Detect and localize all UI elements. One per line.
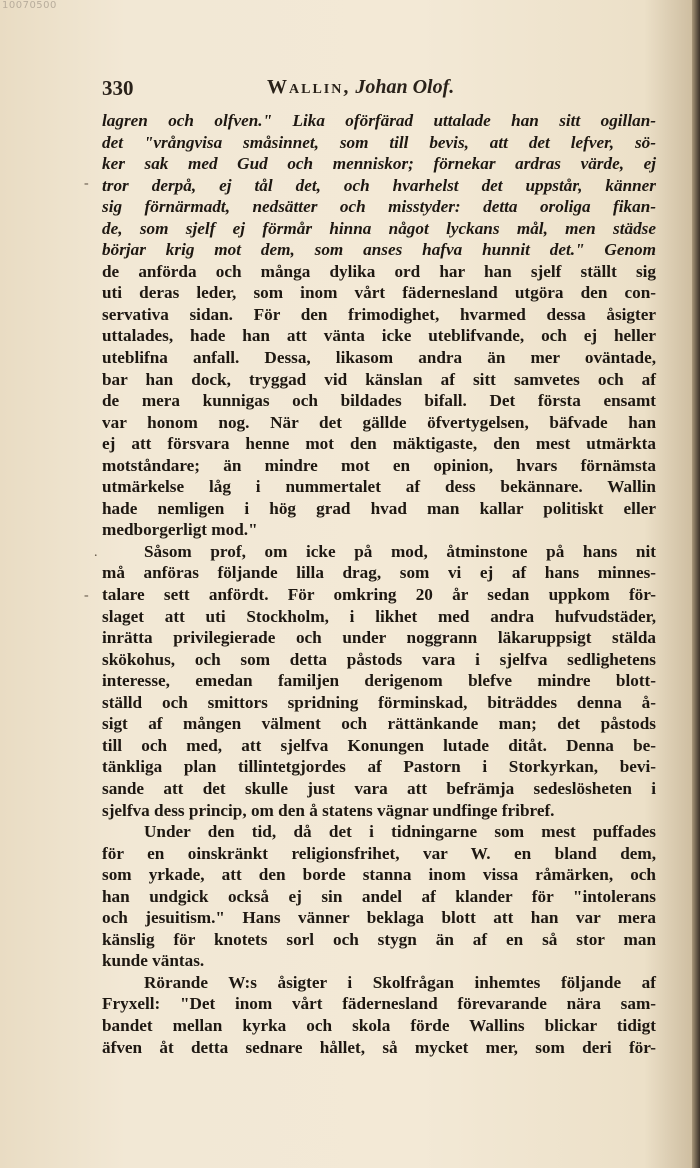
text-line: han undgick också ej sin andel af klander för "intolerans — [102, 886, 656, 906]
text-line: börjar krig mot dem, som anses hafva hunnit det." Genom — [102, 240, 656, 260]
text-line: Fryxell: "Det inom vårt fädernesland förevarande nära sam- — [102, 994, 656, 1014]
text-line: Såsom prof, om icke på mod, åtminstone på hans nit — [144, 541, 656, 561]
text-line: de anförda och många dylika ord har han sjelf ställt sig — [102, 261, 656, 281]
margin-speck: - — [84, 176, 89, 191]
text-line: ej att försvara henne mot den mäktigaste, den mest utmärkta — [102, 434, 656, 454]
scan-identifier: 10070500 — [2, 0, 57, 11]
text-line: inrätta privilegierade och under noggrann läkaruppsigt stälda — [102, 628, 656, 648]
page-number: 330 — [102, 76, 134, 100]
running-head-given-name: Johan Olof. — [355, 76, 455, 98]
text-line: känslig för knotets sorl och stygn än af en så stor man — [102, 929, 656, 949]
text-line: de mera kunnigas och bildades bifall. Det första ensamt — [102, 391, 656, 411]
text-line: och jesuitism." Hans vänner beklaga blott att han var mera — [102, 908, 656, 928]
body-text — [102, 110, 656, 1058]
text-line: må anföras följande lilla drag, som vi ej af hans minnes- — [102, 563, 656, 583]
page-edge-shadow — [692, 0, 700, 1168]
text-line: sigt af mången välment och rättänkande man; det påstods — [102, 714, 656, 734]
text-line: för en oinskränkt religionsfrihet, var W. en bland dem, — [102, 843, 656, 863]
text-line: uttalades, hade han att vänta icke uteblifvande, och ej heller — [102, 326, 656, 346]
text-line: tänkliga plan tillintetgjordes af Pastorn i Storkyrkan, bevi- — [102, 757, 656, 777]
text-line: bandet mellan kyrka och skola förde Wallins blickar tidigt — [102, 1015, 656, 1035]
text-line: talare sett anfördt. För omkring 20 år sedan uppkom för- — [102, 585, 656, 605]
text-line: uteblifna anfall. Dessa, likasom andra än mer oväntade, — [102, 348, 656, 368]
text-line: bar han dock, tryggad vid känslan af sitt samvetes och af — [102, 369, 656, 389]
text-line: som yrkade, att den borde stanna inom vissa råmärken, och — [102, 865, 656, 885]
text-line: slaget att uti Stockholm, i likhet med andra hufvudstäder, — [102, 606, 656, 626]
text-line: ker sak med Gud och menniskor; förnekar ardras värde, ej — [102, 154, 656, 174]
text-line: medborgerligt mod." — [102, 520, 258, 540]
margin-speck: - — [84, 588, 89, 603]
text-line: sig förnärmadt, nedsätter och misstyder: detta oroliga fikan- — [102, 197, 656, 217]
text-line: kunde väntas. — [102, 951, 205, 971]
text-line: till och med, att sjelfva Konungen lutade ditåt. Denna be- — [102, 735, 656, 755]
text-line: Rörande W:s åsigter i Skolfrågan inhemtes följande af — [144, 972, 656, 992]
text-line: tror derpå, ej tål det, och hvarhelst det uppstår, känner — [102, 175, 656, 195]
text-line: de, som sjelf ej förmår hinna något lyckans mål, men städse — [102, 218, 656, 238]
text-line: interesse, emedan familjen derigenom blefve mindre blott- — [102, 671, 656, 691]
running-head — [267, 76, 454, 99]
text-line: det "vrångvisa småsinnet, som till bevis, att det lefver, sö- — [102, 132, 656, 152]
text-line: uti deras leder, som inom vårt fädernesland utgöra den con- — [102, 283, 656, 303]
text-line: äfven åt detta sednare hållet, så mycket mer, som deri för- — [102, 1037, 656, 1057]
text-line: ställd och smittors spridning förminskad, biträddes denna å- — [102, 692, 656, 712]
text-line: var honom nog. När det gällde öfvertygelsen, bäfvade han — [102, 412, 656, 432]
text-line: motståndare; än mindre mot en opinion, hvars förnämsta — [102, 455, 656, 475]
text-line: sande att det skulle just vara att befrämja sedeslösheten i — [102, 778, 656, 798]
margin-speck: . — [94, 545, 98, 560]
running-head-surname: Wallin, — [267, 76, 351, 98]
text-line: lagren och olfven." Lika oförfärad uttalade han sitt ogillan- — [102, 111, 656, 130]
text-line: utmärkelse låg i nummertalet af dess bekännare. Wallin — [102, 477, 656, 497]
text-line: skökohus, och som detta påstods vara i sjelfva sedlighetens — [102, 649, 656, 669]
text-line: hade nemligen i hög grad hvad man kallar politiskt eller — [102, 498, 656, 518]
page-header — [102, 74, 656, 104]
text-line: servativa sidan. För den frimodighet, hvarmed dessa åsigter — [102, 304, 656, 324]
text-line: Under den tid, då det i tidningarne som mest puffades — [144, 822, 656, 842]
text-line: sjelfva dess princip, om den å statens vägnar undfinge fribref. — [102, 800, 555, 820]
